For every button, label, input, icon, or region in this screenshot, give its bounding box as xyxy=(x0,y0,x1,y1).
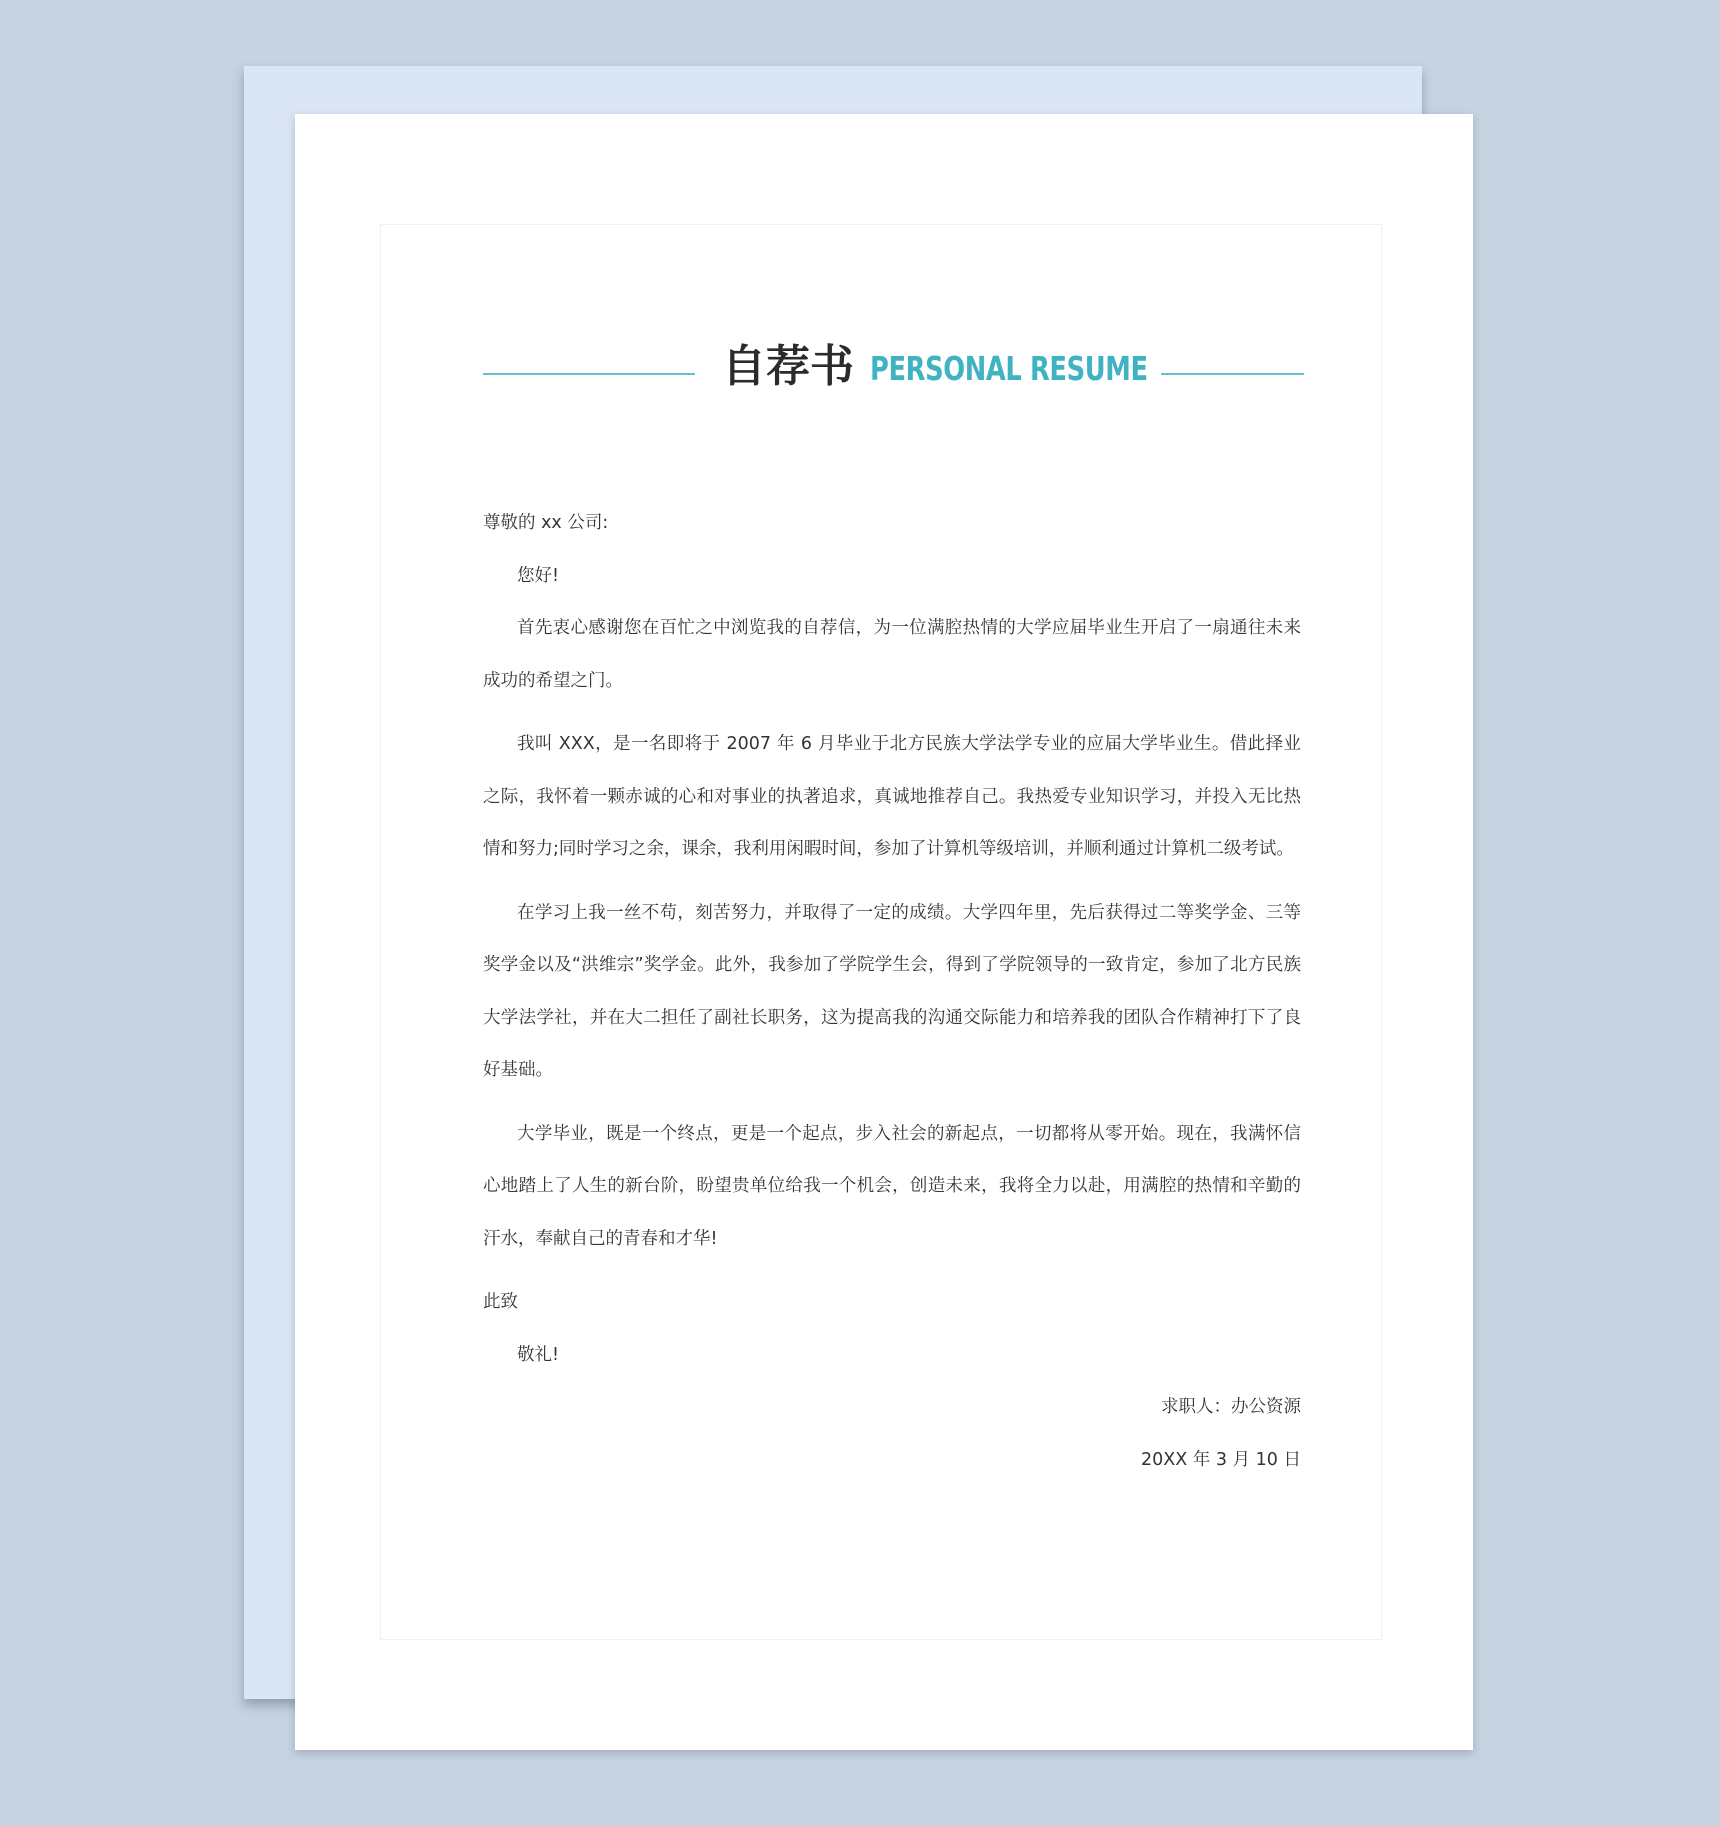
closing: 此致 xyxy=(483,1292,518,1312)
paragraph-4: 大学毕业，既是一个终点，更是一个起点，步入社会的新起点，一切都将从零开始。现在，我满怀信心地踏上了人生的新台阶，盼望贵单位给我一个机会，创造未来，我将全力以赴，用满腔的热情和辛勤的汗水，奉献自己的青春和才华! xyxy=(483,1123,1301,1249)
date: 20XX 年 3 月 10 日 xyxy=(1141,1449,1301,1470)
paragraph-2: 我叫 XXX，是一名即将于 2007 年 6 月毕业于北方民族大学法学专业的应届大学毕业生。借此择业之际，我怀着一颗赤诚的心和对事业的执著追求，真诚地推荐自己。我热爱专业知识学习，并投入无比热情和努力;同时学习之余，课余，我利用闲暇时间，参加了计算机等级培训，并顺利通过计算机二级考试。 xyxy=(483,734,1301,859)
title-right-rule xyxy=(1161,373,1304,375)
title-banner xyxy=(381,333,1381,413)
paragraph-1: 首先衷心感谢您在百忙之中浏览我的自荐信，为一位满腔热情的大学应届毕业生开启了一扇通往未来成功的希望之门。 xyxy=(483,618,1301,691)
title-english: PERSONAL RESUME xyxy=(870,349,1148,388)
title-chinese: 自荐书 xyxy=(722,341,854,392)
content-frame xyxy=(380,224,1382,1640)
signature: 求职人：办公资源 xyxy=(1161,1397,1301,1417)
regards: 敬礼! xyxy=(517,1344,560,1365)
letter-body xyxy=(483,497,1301,1486)
greeting: 您好! xyxy=(517,565,560,586)
front-page-sheet xyxy=(295,114,1473,1750)
paragraph-3: 在学习上我一丝不苟，刻苦努力，并取得了一定的成绩。大学四年里，先后获得过二等奖学金、三等奖学金以及“洪维宗”奖学金。此外，我参加了学院学生会，得到了学院领导的一致肯定，参加了北方民族大学法学社，并在大二担任了副社长职务，这为提高我的沟通交际能力和培养我的团队合作精神打下了良好基础。 xyxy=(483,902,1301,1080)
title-left-rule xyxy=(483,373,695,375)
salutation: 尊敬的 xx 公司: xyxy=(483,513,609,533)
